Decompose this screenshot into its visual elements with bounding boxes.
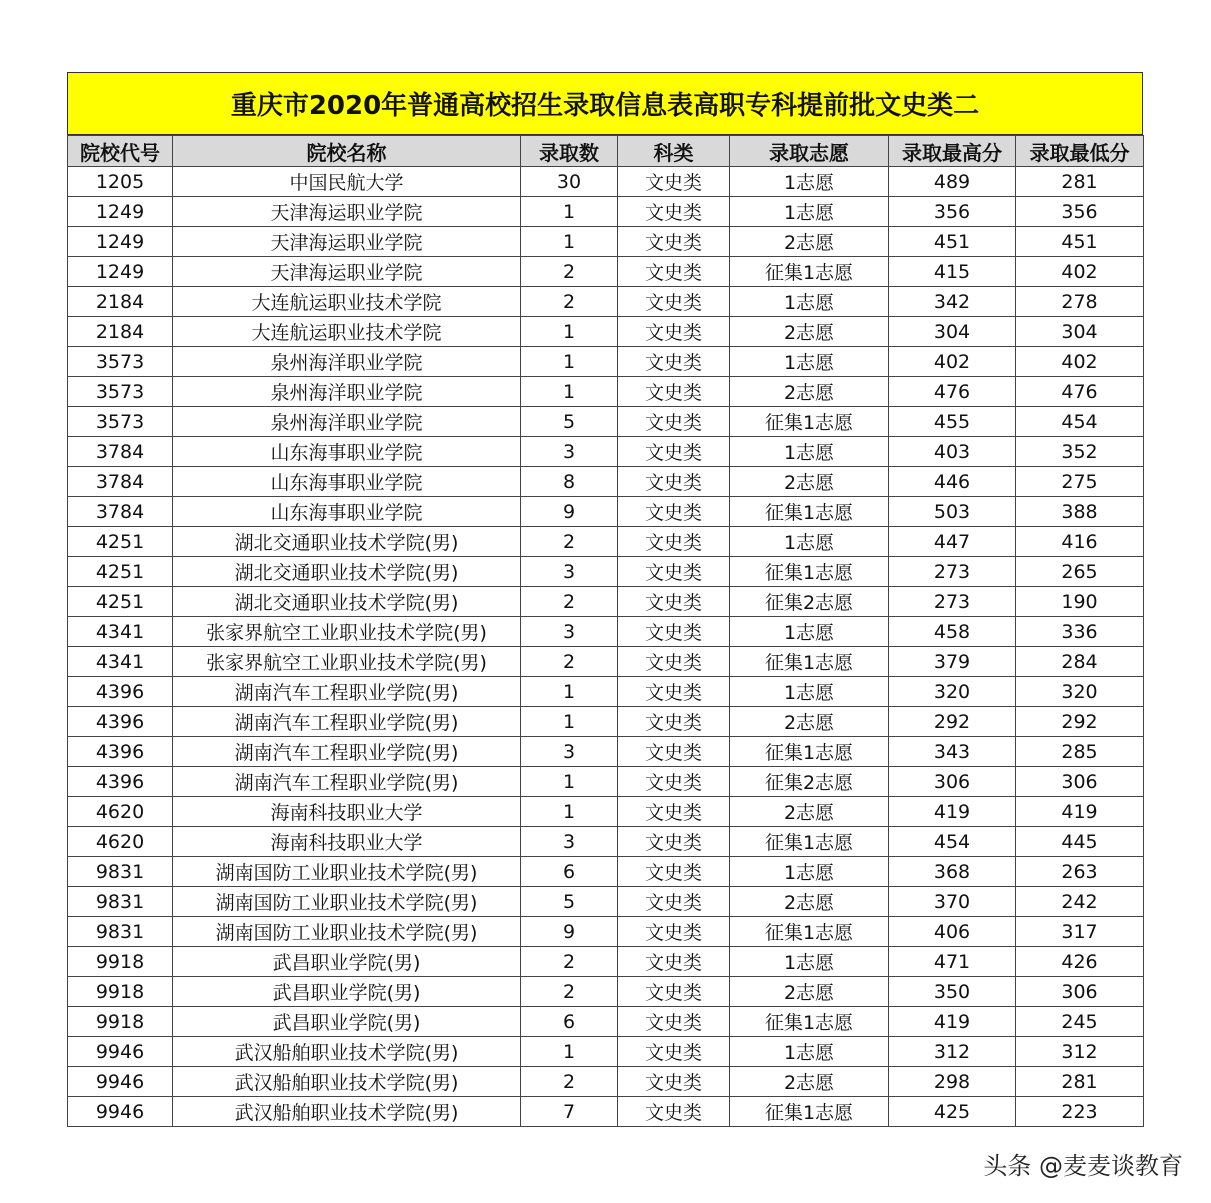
cell-max-score: 415 (889, 257, 1016, 287)
cell-choice: 征集1志愿 (730, 647, 889, 677)
cell-min-score: 242 (1016, 887, 1144, 917)
cell-category: 文史类 (618, 1067, 730, 1097)
cell-code: 9946 (68, 1097, 173, 1127)
cell-category: 文史类 (618, 227, 730, 257)
cell-count: 2 (521, 527, 618, 557)
cell-max-score: 273 (889, 557, 1016, 587)
cell-min-score: 263 (1016, 857, 1144, 887)
cell-min-score: 402 (1016, 347, 1144, 377)
cell-code: 1249 (68, 197, 173, 227)
table-row (68, 257, 1144, 287)
cell-choice: 征集1志愿 (730, 737, 889, 767)
cell-code: 9918 (68, 1007, 173, 1037)
cell-category: 文史类 (618, 857, 730, 887)
cell-min-score: 304 (1016, 317, 1144, 347)
cell-category: 文史类 (618, 917, 730, 947)
cell-school-name: 湖南汽车工程职业学院(男) (173, 707, 521, 737)
cell-min-score: 352 (1016, 437, 1144, 467)
cell-category: 文史类 (618, 587, 730, 617)
cell-category: 文史类 (618, 287, 730, 317)
cell-max-score: 503 (889, 497, 1016, 527)
cell-code: 4396 (68, 767, 173, 797)
cell-category: 文史类 (618, 947, 730, 977)
col-header-max-score: 录取最高分 (889, 136, 1016, 167)
cell-school-name: 武汉船舶职业技术学院(男) (173, 1097, 521, 1127)
cell-code: 3573 (68, 377, 173, 407)
cell-min-score: 419 (1016, 797, 1144, 827)
cell-code: 1249 (68, 257, 173, 287)
cell-choice: 征集1志愿 (730, 1097, 889, 1127)
col-header-code: 院校代号 (68, 136, 173, 167)
cell-count: 8 (521, 467, 618, 497)
cell-max-score: 356 (889, 197, 1016, 227)
table-row (68, 197, 1144, 227)
cell-school-name: 山东海事职业学院 (173, 467, 521, 497)
cell-category: 文史类 (618, 407, 730, 437)
cell-max-score: 343 (889, 737, 1016, 767)
table-row (68, 917, 1144, 947)
cell-code: 9946 (68, 1037, 173, 1067)
table-row (68, 947, 1144, 977)
cell-choice: 2志愿 (730, 317, 889, 347)
cell-school-name: 海南科技职业大学 (173, 827, 521, 857)
cell-code: 3784 (68, 467, 173, 497)
cell-choice: 1志愿 (730, 947, 889, 977)
cell-count: 2 (521, 977, 618, 1007)
cell-max-score: 455 (889, 407, 1016, 437)
cell-school-name: 武汉船舶职业技术学院(男) (173, 1067, 521, 1097)
cell-choice: 1志愿 (730, 1037, 889, 1067)
cell-choice: 1志愿 (730, 617, 889, 647)
cell-count: 1 (521, 767, 618, 797)
cell-school-name: 湖南汽车工程职业学院(男) (173, 677, 521, 707)
cell-code: 4396 (68, 737, 173, 767)
cell-max-score: 320 (889, 677, 1016, 707)
cell-max-score: 447 (889, 527, 1016, 557)
cell-school-name: 中国民航大学 (173, 167, 521, 197)
cell-choice: 征集1志愿 (730, 497, 889, 527)
table-row (68, 347, 1144, 377)
cell-count: 2 (521, 257, 618, 287)
cell-min-score: 265 (1016, 557, 1144, 587)
cell-choice: 征集1志愿 (730, 917, 889, 947)
cell-min-score: 281 (1016, 167, 1144, 197)
header-row (68, 136, 1144, 167)
cell-category: 文史类 (618, 347, 730, 377)
cell-min-score: 190 (1016, 587, 1144, 617)
cell-count: 9 (521, 917, 618, 947)
cell-choice: 征集1志愿 (730, 557, 889, 587)
table-row (68, 557, 1144, 587)
cell-category: 文史类 (618, 767, 730, 797)
cell-count: 2 (521, 1067, 618, 1097)
cell-min-score: 388 (1016, 497, 1144, 527)
table-row (68, 407, 1144, 437)
cell-choice: 征集1志愿 (730, 257, 889, 287)
cell-code: 1205 (68, 167, 173, 197)
cell-max-score: 342 (889, 287, 1016, 317)
cell-school-name: 天津海运职业学院 (173, 197, 521, 227)
cell-school-name: 湖北交通职业技术学院(男) (173, 527, 521, 557)
cell-min-score: 292 (1016, 707, 1144, 737)
cell-school-name: 武昌职业学院(男) (173, 977, 521, 1007)
cell-school-name: 武汉船舶职业技术学院(男) (173, 1037, 521, 1067)
cell-code: 9831 (68, 917, 173, 947)
cell-school-name: 泉州海洋职业学院 (173, 347, 521, 377)
cell-school-name: 天津海运职业学院 (173, 257, 521, 287)
cell-category: 文史类 (618, 467, 730, 497)
cell-count: 2 (521, 947, 618, 977)
table-row (68, 377, 1144, 407)
cell-max-score: 298 (889, 1067, 1016, 1097)
admission-table (67, 135, 1144, 1127)
cell-category: 文史类 (618, 437, 730, 467)
cell-max-score: 350 (889, 977, 1016, 1007)
table-row (68, 1007, 1144, 1037)
cell-min-score: 451 (1016, 227, 1144, 257)
col-header-choice: 录取志愿 (730, 136, 889, 167)
cell-category: 文史类 (618, 377, 730, 407)
table-row (68, 827, 1144, 857)
cell-category: 文史类 (618, 887, 730, 917)
cell-count: 2 (521, 287, 618, 317)
cell-max-score: 454 (889, 827, 1016, 857)
table-row (68, 797, 1144, 827)
cell-min-score: 306 (1016, 767, 1144, 797)
cell-count: 5 (521, 887, 618, 917)
cell-count: 3 (521, 617, 618, 647)
cell-count: 9 (521, 497, 618, 527)
col-header-name: 院校名称 (173, 136, 521, 167)
cell-choice: 2志愿 (730, 1067, 889, 1097)
cell-count: 1 (521, 377, 618, 407)
cell-max-score: 304 (889, 317, 1016, 347)
cell-min-score: 278 (1016, 287, 1144, 317)
cell-min-score: 445 (1016, 827, 1144, 857)
table-row (68, 647, 1144, 677)
cell-max-score: 403 (889, 437, 1016, 467)
cell-category: 文史类 (618, 1097, 730, 1127)
cell-choice: 2志愿 (730, 707, 889, 737)
cell-count: 30 (521, 167, 618, 197)
cell-max-score: 451 (889, 227, 1016, 257)
cell-code: 4620 (68, 797, 173, 827)
cell-category: 文史类 (618, 677, 730, 707)
cell-max-score: 306 (889, 767, 1016, 797)
cell-choice: 2志愿 (730, 797, 889, 827)
table-row (68, 167, 1144, 197)
cell-max-score: 292 (889, 707, 1016, 737)
cell-category: 文史类 (618, 617, 730, 647)
col-header-category: 科类 (618, 136, 730, 167)
cell-count: 1 (521, 707, 618, 737)
cell-max-score: 476 (889, 377, 1016, 407)
cell-school-name: 武昌职业学院(男) (173, 1007, 521, 1037)
cell-code: 4396 (68, 707, 173, 737)
cell-code: 3784 (68, 497, 173, 527)
cell-count: 7 (521, 1097, 618, 1127)
cell-count: 2 (521, 647, 618, 677)
cell-choice: 2志愿 (730, 887, 889, 917)
cell-choice: 2志愿 (730, 227, 889, 257)
cell-school-name: 湖南国防工业职业技术学院(男) (173, 857, 521, 887)
cell-code: 4620 (68, 827, 173, 857)
cell-category: 文史类 (618, 707, 730, 737)
cell-school-name: 张家界航空工业职业技术学院(男) (173, 647, 521, 677)
cell-code: 2184 (68, 317, 173, 347)
cell-category: 文史类 (618, 197, 730, 227)
cell-code: 9831 (68, 857, 173, 887)
cell-category: 文史类 (618, 1037, 730, 1067)
table-row (68, 287, 1144, 317)
cell-max-score: 379 (889, 647, 1016, 677)
table-row (68, 497, 1144, 527)
cell-school-name: 海南科技职业大学 (173, 797, 521, 827)
cell-max-score: 489 (889, 167, 1016, 197)
cell-min-score: 285 (1016, 737, 1144, 767)
cell-max-score: 471 (889, 947, 1016, 977)
cell-count: 3 (521, 827, 618, 857)
cell-choice: 征集2志愿 (730, 767, 889, 797)
cell-school-name: 湖南国防工业职业技术学院(男) (173, 917, 521, 947)
cell-school-name: 天津海运职业学院 (173, 227, 521, 257)
cell-code: 2184 (68, 287, 173, 317)
cell-category: 文史类 (618, 737, 730, 767)
cell-code: 4251 (68, 527, 173, 557)
cell-count: 1 (521, 317, 618, 347)
cell-min-score: 320 (1016, 677, 1144, 707)
cell-min-score: 245 (1016, 1007, 1144, 1037)
cell-choice: 1志愿 (730, 437, 889, 467)
table-row (68, 1037, 1144, 1067)
cell-max-score: 312 (889, 1037, 1016, 1067)
cell-category: 文史类 (618, 1007, 730, 1037)
cell-school-name: 张家界航空工业职业技术学院(男) (173, 617, 521, 647)
cell-min-score: 356 (1016, 197, 1144, 227)
cell-school-name: 武昌职业学院(男) (173, 947, 521, 977)
cell-school-name: 大连航运职业技术学院 (173, 317, 521, 347)
cell-choice: 1志愿 (730, 677, 889, 707)
cell-min-score: 223 (1016, 1097, 1144, 1127)
cell-max-score: 419 (889, 1007, 1016, 1037)
cell-category: 文史类 (618, 647, 730, 677)
cell-category: 文史类 (618, 557, 730, 587)
cell-count: 3 (521, 737, 618, 767)
table-row (68, 1067, 1144, 1097)
cell-min-score: 275 (1016, 467, 1144, 497)
cell-max-score: 458 (889, 617, 1016, 647)
cell-category: 文史类 (618, 797, 730, 827)
cell-code: 9918 (68, 977, 173, 1007)
table-row (68, 707, 1144, 737)
table-row (68, 887, 1144, 917)
sheet-title: 重庆市2020年普通高校招生录取信息表高职专科提前批文史类二 (67, 72, 1143, 135)
cell-count: 1 (521, 677, 618, 707)
cell-choice: 1志愿 (730, 287, 889, 317)
cell-choice: 1志愿 (730, 857, 889, 887)
cell-code: 3573 (68, 407, 173, 437)
cell-category: 文史类 (618, 497, 730, 527)
cell-count: 1 (521, 227, 618, 257)
cell-choice: 1志愿 (730, 527, 889, 557)
cell-category: 文史类 (618, 317, 730, 347)
cell-school-name: 山东海事职业学院 (173, 437, 521, 467)
cell-count: 1 (521, 797, 618, 827)
cell-count: 3 (521, 557, 618, 587)
table-row (68, 857, 1144, 887)
table-row (68, 677, 1144, 707)
cell-choice: 2志愿 (730, 377, 889, 407)
table-row (68, 467, 1144, 497)
watermark: 头条 @麦麦谈教育 (983, 1152, 1183, 1180)
cell-min-score: 317 (1016, 917, 1144, 947)
cell-min-score: 312 (1016, 1037, 1144, 1067)
cell-max-score: 370 (889, 887, 1016, 917)
cell-code: 3573 (68, 347, 173, 377)
table-row (68, 737, 1144, 767)
cell-school-name: 湖南汽车工程职业学院(男) (173, 737, 521, 767)
cell-count: 6 (521, 857, 618, 887)
cell-choice: 征集1志愿 (730, 407, 889, 437)
cell-category: 文史类 (618, 257, 730, 287)
table-row (68, 617, 1144, 647)
cell-choice: 征集1志愿 (730, 1007, 889, 1037)
cell-max-score: 419 (889, 797, 1016, 827)
cell-max-score: 425 (889, 1097, 1016, 1127)
cell-choice: 1志愿 (730, 167, 889, 197)
cell-code: 4251 (68, 557, 173, 587)
cell-choice: 1志愿 (730, 347, 889, 377)
cell-school-name: 湖南汽车工程职业学院(男) (173, 767, 521, 797)
cell-code: 9946 (68, 1067, 173, 1097)
cell-max-score: 402 (889, 347, 1016, 377)
table-row (68, 317, 1144, 347)
cell-min-score: 454 (1016, 407, 1144, 437)
admission-sheet (67, 72, 1143, 1127)
cell-count: 6 (521, 1007, 618, 1037)
cell-choice: 征集1志愿 (730, 827, 889, 857)
cell-choice: 2志愿 (730, 977, 889, 1007)
table-row (68, 767, 1144, 797)
table-row (68, 977, 1144, 1007)
cell-choice: 2志愿 (730, 467, 889, 497)
cell-category: 文史类 (618, 167, 730, 197)
cell-choice: 1志愿 (730, 197, 889, 227)
cell-school-name: 泉州海洋职业学院 (173, 407, 521, 437)
table-row (68, 587, 1144, 617)
cell-count: 1 (521, 347, 618, 377)
cell-choice: 征集2志愿 (730, 587, 889, 617)
cell-max-score: 406 (889, 917, 1016, 947)
col-header-min-score: 录取最低分 (1016, 136, 1144, 167)
cell-max-score: 446 (889, 467, 1016, 497)
cell-school-name: 山东海事职业学院 (173, 497, 521, 527)
cell-min-score: 426 (1016, 947, 1144, 977)
cell-school-name: 泉州海洋职业学院 (173, 377, 521, 407)
cell-school-name: 湖北交通职业技术学院(男) (173, 557, 521, 587)
cell-count: 1 (521, 1037, 618, 1067)
table-row (68, 227, 1144, 257)
cell-count: 5 (521, 407, 618, 437)
cell-count: 3 (521, 437, 618, 467)
cell-category: 文史类 (618, 977, 730, 1007)
cell-code: 3784 (68, 437, 173, 467)
cell-school-name: 湖南国防工业职业技术学院(男) (173, 887, 521, 917)
col-header-count: 录取数 (521, 136, 618, 167)
cell-code: 4341 (68, 617, 173, 647)
table-row (68, 527, 1144, 557)
cell-min-score: 336 (1016, 617, 1144, 647)
cell-code: 9831 (68, 887, 173, 917)
cell-school-name: 湖北交通职业技术学院(男) (173, 587, 521, 617)
cell-count: 2 (521, 587, 618, 617)
cell-min-score: 476 (1016, 377, 1144, 407)
cell-min-score: 402 (1016, 257, 1144, 287)
cell-min-score: 306 (1016, 977, 1144, 1007)
cell-code: 1249 (68, 227, 173, 257)
cell-max-score: 368 (889, 857, 1016, 887)
cell-category: 文史类 (618, 827, 730, 857)
cell-code: 9918 (68, 947, 173, 977)
cell-min-score: 284 (1016, 647, 1144, 677)
cell-code: 4251 (68, 587, 173, 617)
cell-category: 文史类 (618, 527, 730, 557)
table-row (68, 1097, 1144, 1127)
cell-count: 1 (521, 197, 618, 227)
cell-min-score: 416 (1016, 527, 1144, 557)
cell-code: 4341 (68, 647, 173, 677)
cell-max-score: 273 (889, 587, 1016, 617)
cell-code: 4396 (68, 677, 173, 707)
cell-min-score: 281 (1016, 1067, 1144, 1097)
table-row (68, 437, 1144, 467)
cell-school-name: 大连航运职业技术学院 (173, 287, 521, 317)
